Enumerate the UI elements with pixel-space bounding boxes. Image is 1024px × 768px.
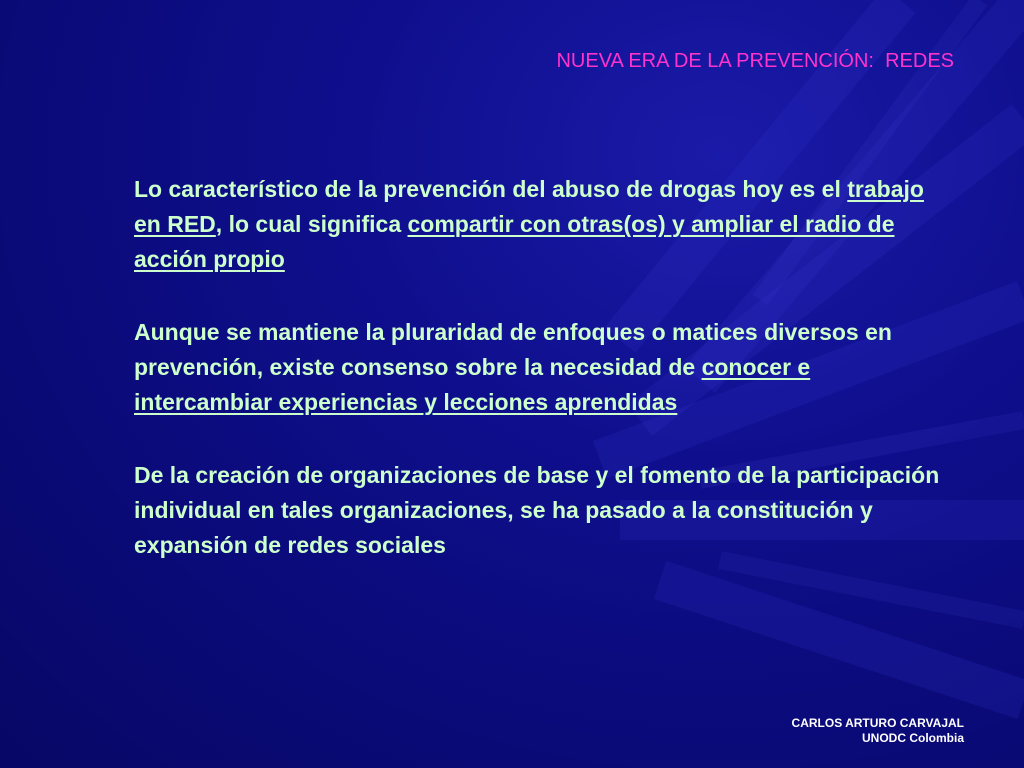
paragraph-1 [134,172,954,277]
slide-footer [792,716,964,746]
paragraph-1-text-b: , lo cual significa [215,211,408,237]
paragraph-1-underlined-red: trabajo en RED [134,176,924,237]
paragraph-1-underlined-compartir: compartir con otras(os) y ampliar el radio de acción propio [134,211,895,272]
paragraph-2 [134,315,954,420]
slide-body [134,172,954,601]
paragraph-1-text-a: Lo característico de la prevención del abuso de drogas hoy es el [134,176,848,202]
footer-org: UNODC Colombia [862,731,964,745]
slide-title: NUEVA ERA DE LA PREVENCIÓN: REDES [556,50,954,72]
paragraph-2-text-a: Aunque se mantiene la pluraridad de enfoques o matices diversos en prevención, existe consenso sobre la necesidad de [134,319,892,380]
paragraph-3-text: De la creación de organizaciones de base y el fomento de la participación individual en tales organizaciones, se ha pasado a la constitución y expansión de redes sociales [134,462,940,558]
paragraph-2-underlined-conocer: conocer e intercambiar experiencias y lecciones aprendidas [134,354,811,415]
footer-author: CARLOS ARTURO CARVAJAL [791,716,964,730]
paragraph-3 [134,458,954,563]
